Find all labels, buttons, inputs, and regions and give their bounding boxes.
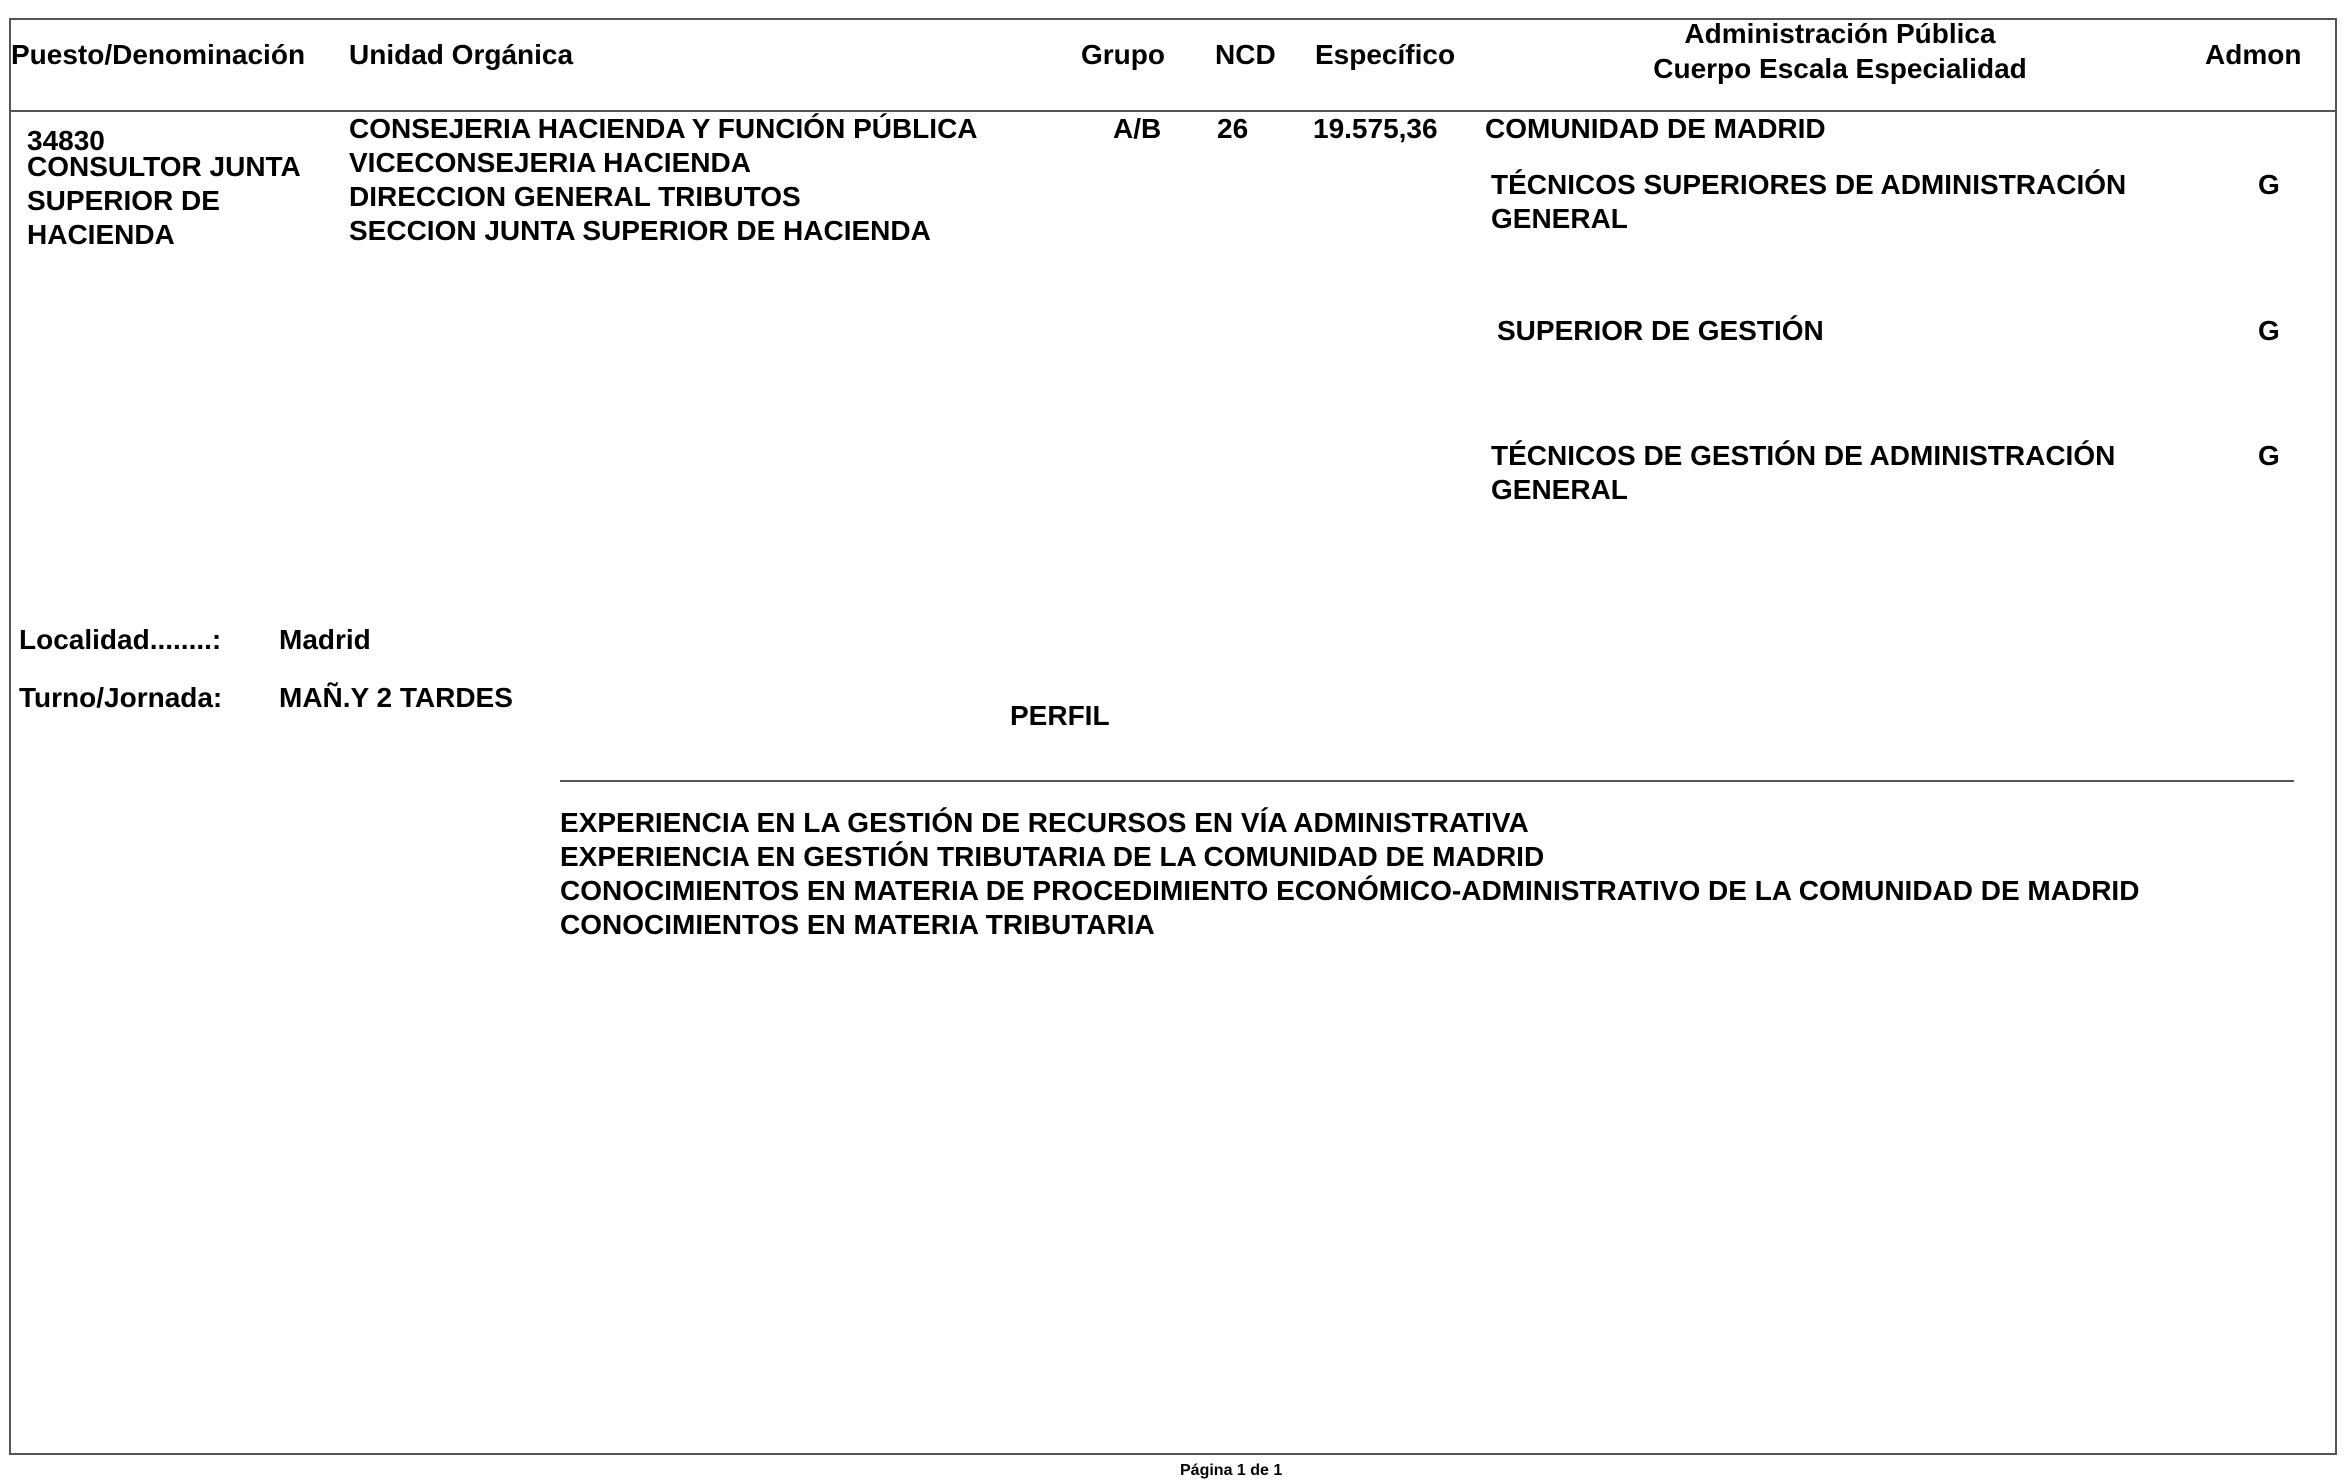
- cuerpo-line: GENERAL: [1491, 203, 1628, 234]
- turno-value: MAÑ.Y 2 TARDES: [279, 682, 513, 713]
- cuerpo-line: TÉCNICOS SUPERIORES DE ADMINISTRACIÓN: [1491, 169, 2127, 200]
- cuerpo-line: GENERAL: [1491, 474, 1628, 505]
- perfil-item: CONOCIMIENTOS EN MATERIA TRIBUTARIA: [560, 909, 1155, 940]
- record-unidad-line: DIRECCION GENERAL TRIBUTOS: [349, 181, 801, 212]
- header-admon: Admon: [2205, 39, 2302, 70]
- header-unidad: Unidad Orgánica: [349, 39, 574, 70]
- page-footer: Página 1 de 1: [1180, 1462, 1283, 1479]
- header-grupo: Grupo: [1081, 39, 1165, 70]
- perfil-item: EXPERIENCIA EN LA GESTIÓN DE RECURSOS EN VÍA ADMINISTRATIVA: [560, 807, 1529, 838]
- record-denominacion-line: CONSULTOR JUNTA: [27, 151, 301, 182]
- cuerpo-admon: G: [2258, 169, 2280, 200]
- record-denominacion-line: HACIENDA: [27, 219, 175, 250]
- header-cuerpo-escala: Cuerpo Escala Especialidad: [1653, 53, 2027, 84]
- record-ncd: 26: [1217, 113, 1249, 144]
- header-ncd: NCD: [1215, 39, 1276, 70]
- record-unidad-line: VICECONSEJERIA HACIENDA: [349, 147, 751, 178]
- localidad-value: Madrid: [279, 624, 371, 655]
- header-puesto: Puesto/Denominación: [11, 39, 306, 70]
- localidad-label: Localidad........:: [19, 624, 222, 655]
- turno-label: Turno/Jornada:: [19, 682, 223, 713]
- perfil-title: PERFIL: [1010, 700, 1110, 731]
- record-code: 34830: [27, 125, 105, 156]
- cuerpo-admon: G: [2258, 315, 2280, 346]
- cuerpo-admon: G: [2258, 440, 2280, 471]
- perfil-divider: [560, 780, 2294, 782]
- perfil-item: CONOCIMIENTOS EN MATERIA DE PROCEDIMIENTO ECONÓMICO-ADMINISTRATIVO DE LA COMUNIDAD DE MADRID: [560, 875, 2140, 906]
- header-especifico: Específico: [1315, 39, 1456, 70]
- record-especifico: 19.575,36: [1313, 113, 1438, 144]
- record-unidad-line: CONSEJERIA HACIENDA Y FUNCIÓN PÚBLICA: [349, 113, 978, 144]
- perfil-item: EXPERIENCIA EN GESTIÓN TRIBUTARIA DE LA COMUNIDAD DE MADRID: [560, 841, 1545, 872]
- record-administracion: COMUNIDAD DE MADRID: [1485, 113, 1826, 144]
- cuerpo-line: TÉCNICOS DE GESTIÓN DE ADMINISTRACIÓN: [1491, 440, 2116, 471]
- header-admin-publica: Administración Pública: [1684, 18, 1996, 49]
- cuerpo-line: SUPERIOR DE GESTIÓN: [1497, 315, 1824, 346]
- record-grupo: A/B: [1113, 113, 1162, 144]
- record-denominacion-line: SUPERIOR DE: [27, 185, 220, 216]
- record-unidad-line: SECCION JUNTA SUPERIOR DE HACIENDA: [349, 215, 931, 246]
